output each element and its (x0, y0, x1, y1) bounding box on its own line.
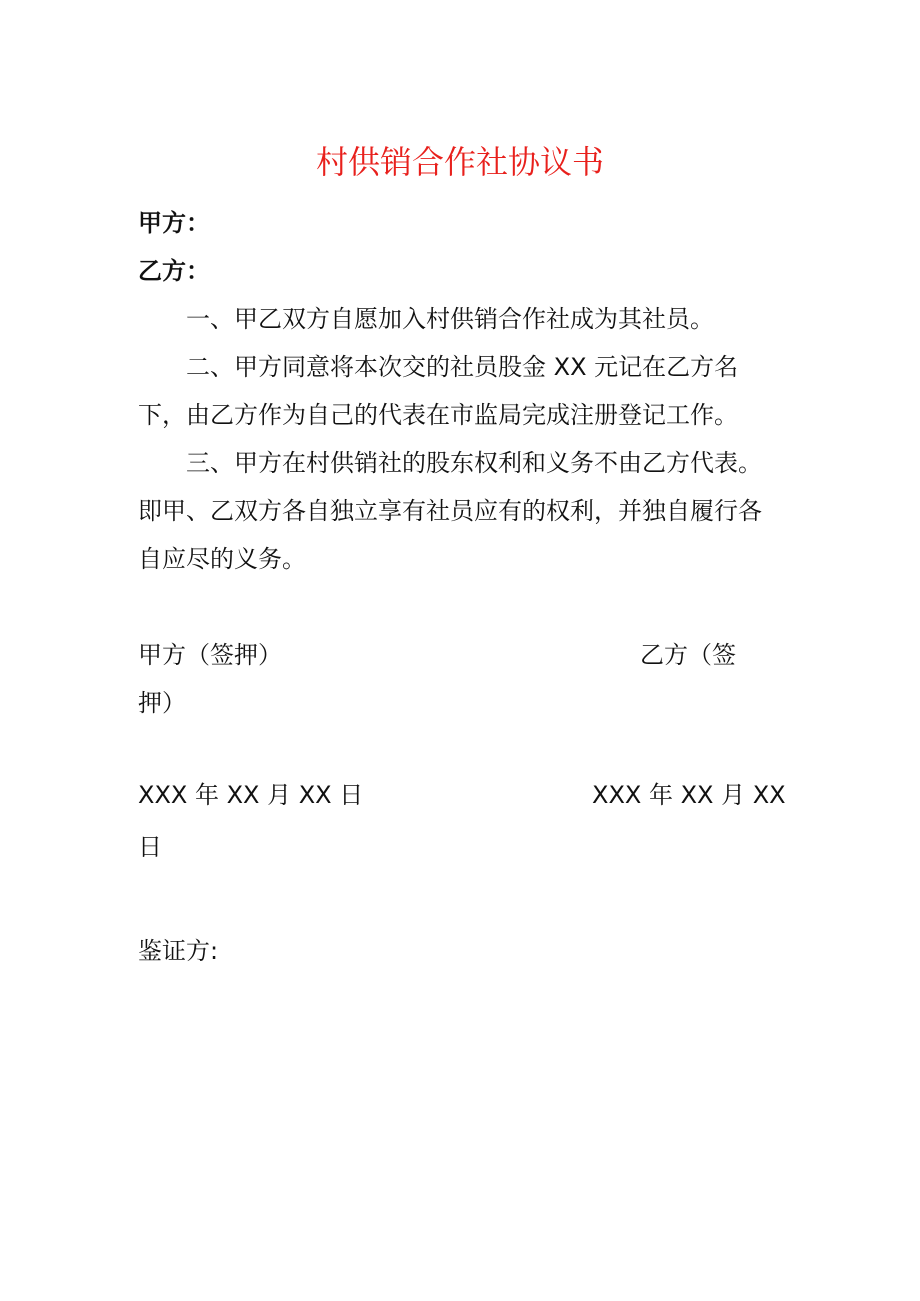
clause-3-line-2: 即甲、乙双方各自独立享有社员应有的权利，并独自履行各 (138, 497, 762, 525)
clause-3-line-3: 自应尽的义务。 (138, 545, 306, 573)
party-a-label: 甲方： (138, 209, 210, 237)
document-title: 村供销合作社协议书 (315, 143, 604, 181)
party-b-label: 乙方： (138, 257, 210, 285)
clause-2-line-2: 下，由乙方作为自己的代表在市监局完成注册登记工作。 (138, 401, 738, 429)
signature-party-b: 乙方（签 (640, 641, 736, 669)
witness-label: 鉴证方: (138, 937, 219, 965)
date-party-b-continued: 日 (138, 833, 162, 861)
clause-1: 一、甲乙双方自愿加入村供销合作社成为其社员。 (186, 305, 714, 333)
clause-3-line-1: 三、甲方在村供销社的股东权利和义务不由乙方代表。 (186, 449, 762, 477)
clause-2-line-1: 二、甲方同意将本次交的社员股金 XX 元记在乙方名 (186, 353, 739, 381)
signature-party-a: 甲方（签押） (138, 641, 282, 669)
date-party-b: XXX 年 XX 月 XX (592, 781, 786, 809)
date-party-a: XXX 年 XX 月 XX 日 (138, 781, 364, 809)
signature-party-b-continued: 押） (138, 689, 186, 717)
